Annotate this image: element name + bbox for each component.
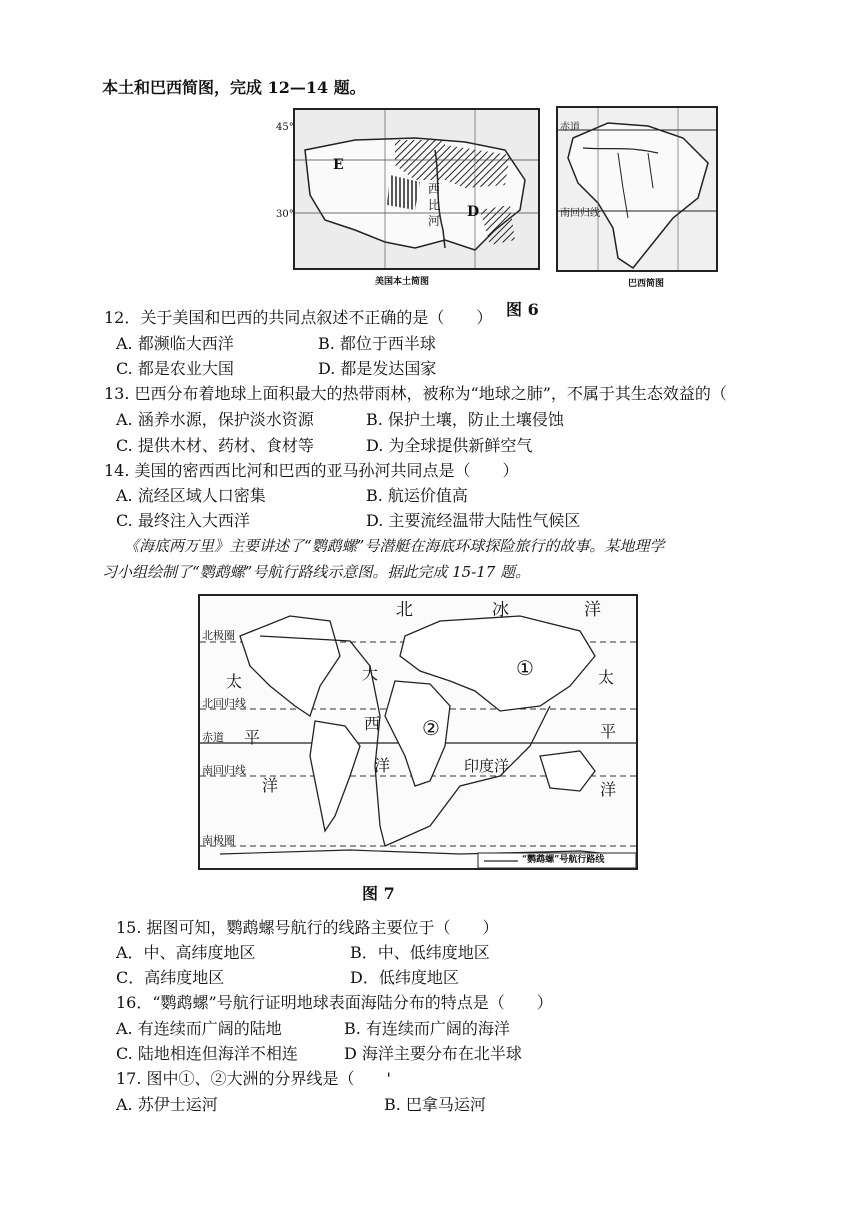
intro-line-1: 本土和巴西简图，完成 12—14 题。 <box>102 78 366 97</box>
pacific-right-char-2: 平 <box>600 722 617 741</box>
arctic-char-2: 冰 <box>492 600 509 620</box>
equator-label: 赤道 <box>202 731 224 744</box>
q17-stem: 17. 图中①、②大洲的分界线是（ ' <box>116 1069 391 1088</box>
route-legend: “鹦鹉螺”号航行路线 <box>522 855 605 865</box>
world-map <box>198 594 638 870</box>
pacific-right-char-1: 太 <box>598 668 615 687</box>
brazil-tropic-label: 南回归线 <box>560 208 600 219</box>
q12-option-d[interactable]: D. 都是发达国家 <box>318 359 437 378</box>
q16-option-a[interactable]: A. 有连续而广阔的陆地 <box>116 1019 282 1038</box>
tropic-capricorn-label: 南回归线 <box>202 764 246 777</box>
pacific-left-char-1: 太 <box>226 672 243 691</box>
q12-stem: 12．关于美国和巴西的共同点叙述不正确的是（ ） <box>104 308 493 327</box>
q13-option-c[interactable]: C. 提供木材、药材、食材等 <box>116 436 314 455</box>
q15-option-a[interactable]: A．中、高纬度地区 <box>116 943 256 962</box>
pacific-left-char-3: 洋 <box>262 776 279 795</box>
indian-ocean-label: 印度洋 <box>464 757 510 775</box>
usa-lat-45: 45° <box>276 122 294 133</box>
q16-option-d[interactable]: D 海洋主要分布在北半球 <box>344 1044 522 1063</box>
arctic-char-1: 北 <box>396 600 413 620</box>
q14-option-d[interactable]: D. 主要流经温带大陆性气候区 <box>366 511 581 530</box>
q16-stem: 16．“鹦鹉螺”号航行证明地球表面海陆分布的特点是（ ） <box>116 993 553 1012</box>
q15-stem: 15. 据图可知，鹦鹉螺号航行的线路主要位于（ ） <box>116 918 499 937</box>
usa-label-d: D <box>467 204 480 220</box>
world-map-drawing <box>200 596 636 868</box>
atlantic-char-1: 大 <box>362 664 379 683</box>
q13-stem: 13. 巴西分布着地球上面积最大的热带雨林，被称为“地球之肺”，不属于其生态效益的（ <box>104 384 727 403</box>
q13-option-a[interactable]: A. 涵养水源，保护淡水资源 <box>116 410 314 429</box>
brazil-map-drawing <box>558 108 716 270</box>
q13-option-b[interactable]: B. 保护土壤，防止土壤侵蚀 <box>366 410 564 429</box>
brazil-equator-label: 赤道 <box>560 122 580 133</box>
brazil-map <box>556 106 718 272</box>
brazil-caption: 巴西简图 <box>628 279 665 289</box>
q16-option-c[interactable]: C. 陆地相连但海洋不相连 <box>116 1044 298 1063</box>
figure-6-label: 图 6 <box>506 300 539 319</box>
tropic-cancer-label: 北回归线 <box>202 697 246 710</box>
intro-line-2a: 《海底两万里》主要讲述了“鹦鹉螺”号潜艇在海底环球探险旅行的故事。某地理学 <box>124 537 665 555</box>
arctic-char-3: 洋 <box>584 600 601 620</box>
arctic-circle-label: 北极圈 <box>202 629 235 642</box>
q12-option-c[interactable]: C. 都是农业大国 <box>116 359 234 378</box>
mississippi-char-2: 比 <box>428 198 441 212</box>
intro-line-2b: 习小组绘制了“鹦鹉螺”号航行路线示意图。据此完成 15-17 题。 <box>102 563 531 581</box>
q14-option-b[interactable]: B. 航运价值高 <box>366 486 468 505</box>
continent-marker-2: ② <box>422 716 440 740</box>
q17-option-a[interactable]: A. 苏伊士运河 <box>116 1095 218 1114</box>
q16-option-b[interactable]: B. 有连续而广阔的海洋 <box>344 1019 510 1038</box>
pacific-right-char-3: 洋 <box>600 780 617 799</box>
q14-option-a[interactable]: A. 流经区域人口密集 <box>116 486 266 505</box>
usa-map-drawing <box>295 110 538 268</box>
q15-option-c[interactable]: C．高纬度地区 <box>116 968 225 987</box>
continent-marker-1: ① <box>516 656 534 680</box>
mississippi-char-3: 河 <box>428 214 441 228</box>
q15-option-b[interactable]: B．中、低纬度地区 <box>350 943 490 962</box>
mississippi-char-1: 西 <box>428 182 441 196</box>
q12-option-b[interactable]: B. 都位于西半球 <box>318 334 436 353</box>
usa-lat-30: 30° <box>276 209 294 220</box>
pacific-left-char-2: 平 <box>244 728 261 747</box>
q13-option-d[interactable]: D. 为全球提供新鲜空气 <box>366 436 533 455</box>
q14-stem: 14. 美国的密西西比河和巴西的亚马孙河共同点是（ ） <box>104 461 519 480</box>
q15-option-d[interactable]: D．低纬度地区 <box>350 968 459 987</box>
usa-label-e: E <box>333 157 344 173</box>
figure-7-label: 图 7 <box>362 884 395 903</box>
antarctic-circle-label: 南极圈 <box>202 834 235 847</box>
q12-option-a[interactable]: A. 都濒临大西洋 <box>116 334 234 353</box>
atlantic-char-2: 西 <box>364 714 381 733</box>
q14-option-c[interactable]: C. 最终注入大西洋 <box>116 511 250 530</box>
usa-map <box>293 108 540 270</box>
q17-option-b[interactable]: B. 巴拿马运河 <box>384 1095 486 1114</box>
usa-caption: 美国本土简图 <box>375 277 430 287</box>
atlantic-char-3: 洋 <box>374 756 391 775</box>
